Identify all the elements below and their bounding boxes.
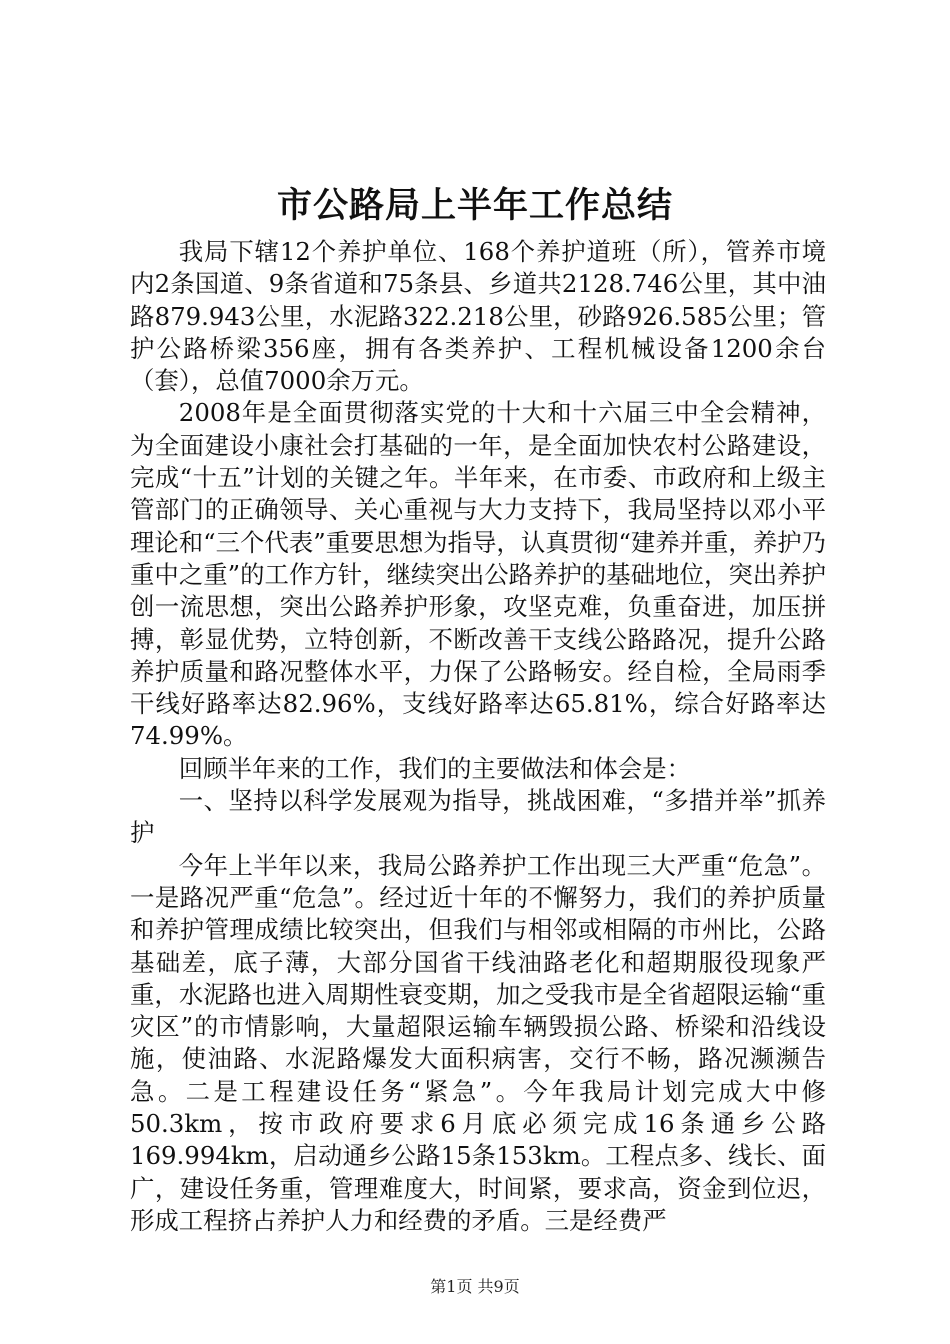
section-heading-one: 一、坚持以科学发展观为指导，挑战困难，“多措并举”抓养护 <box>130 786 826 848</box>
paragraph-overview: 我局下辖12个养护单位、168个养护道班（所），管养市境内2条国道、9条省道和75条县、乡道共2128.746公里，其中油路879.943公里，水泥路322.218公里，砂路926.585公里；管护公路桥梁356座，拥有各类养护、工程机械设备1200余台（套），总值7000余万元。 <box>130 237 826 396</box>
paragraph-review-intro: 回顾半年来的工作，我们的主要做法和体会是： <box>178 753 692 783</box>
document-body <box>130 236 826 1237</box>
paragraph-crisis: 今年上半年以来，我局公路养护工作出现三大严重“危急”。一是路况严重“危急”。经过近十年的不懈努力，我们的养护质量和养护管理成绩比较突出，但我们与相邻或相隔的市州比，公路基础差，底子薄，大部分国省干线油路老化和超期服役现象严重，水泥路也进入周期性衰变期，加之受我市是全省超限运输“重灾区”的市情影响，大量超限运输车辆毁损公路、桥梁和沿线设施，使油路、水泥路爆发大面积病害，交行不畅，路况濒濒告急。二是工程建设任务“紧急”。今年我局计划完成大中修50.3km，按市政府要求6月底必须完成16条通乡公路169.994km，启动通乡公路15条153km。工程点多、线长、面广，建设任务重，管理难度大，时间紧，要求高，资金到位迟，形成工程挤占养护人力和经费的矛盾。三是经费严 <box>130 850 826 1235</box>
paragraph-2008-summary: 2008年是全面贯彻落实党的十大和十六届三中全会精神，为全面建设小康社会打基础的一年，是全面加快农村公路建设，完成“十五”计划的关键之年。半年来，在市委、市政府和上级主管部门的正确领导、关心重视与大力支持下，我局坚持以邓小平理论和“三个代表”重要思想为指导，认真贯彻“建养并重，养护乃重中之重”的工作方针，继续突出公路养护的基础地位，突出养护创一流思想，突出公路养护形象，攻坚克难，负重奋进，加压拼搏，彰显优势，立特创新，不断改善干支线公路路况，提升公路养护质量和路况整体水平，力保了公路畅安。经自检，全局雨季干线好路率达82.96%，支线好路率达65.81%，综合好路率达74.99%。 <box>130 398 826 751</box>
page-footer: 第1页 共9页 <box>430 1277 520 1296</box>
document-title: 市公路局上半年工作总结 <box>276 185 673 226</box>
